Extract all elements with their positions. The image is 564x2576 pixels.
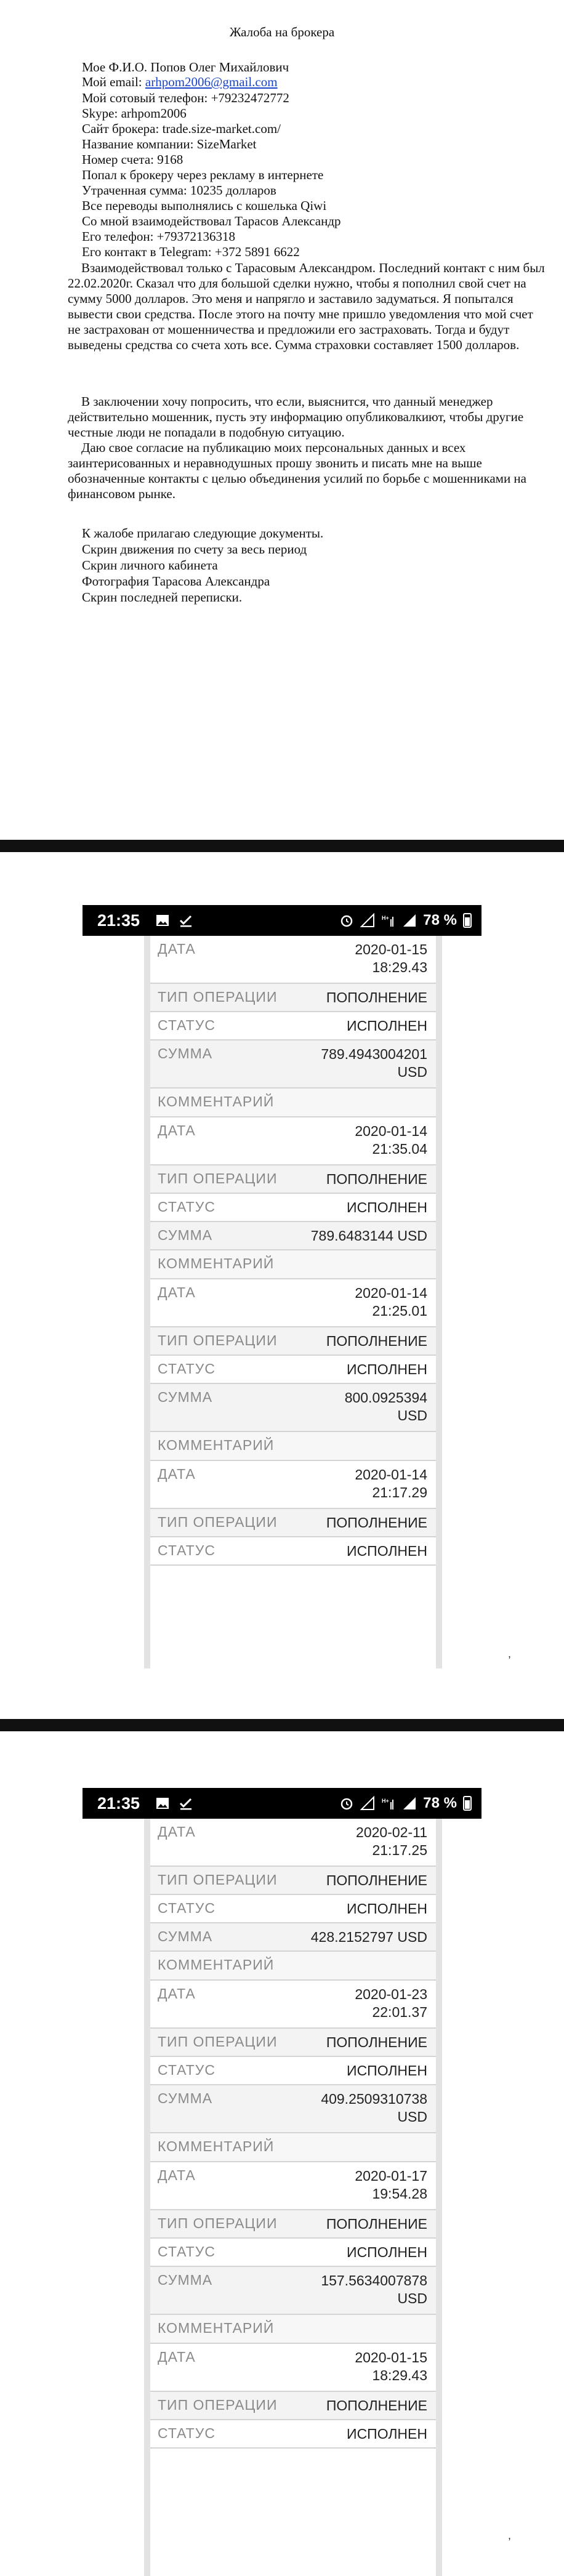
table-row [150, 1819, 436, 1867]
trailing-comma: , [507, 2529, 511, 2542]
row-value [347, 1542, 427, 1560]
row-value-line: ПОПОЛНЕНИЕ [326, 989, 427, 1005]
row-value-line: 800.0925394 [344, 1390, 427, 1406]
row-value [326, 1332, 427, 1350]
row-value [326, 2034, 427, 2051]
row-value-line: 789.4943004201 [321, 1046, 427, 1062]
row-label: ДАТА [158, 1986, 196, 2002]
document-item: Скрин движения по счету за весь период [82, 542, 307, 557]
row-value-line: ИСПОЛНЕН [347, 1199, 427, 1215]
row-value-line: ПОПОЛНЕНИЕ [326, 1872, 427, 1888]
paragraph-story: Взаимодействовал только с Тарасовым Александром. Последний контакт с ним был 22.02.2020г. Сказал что для большой сделки нужно, чтобы я пополнил свой счет на сумму 5000 долларов. Это меня и напрягло и заставило задуматься. Я попытался вывести свои средства. После этого на почту мне пришло уведомления что мой счет не застрахован от мошенничества и предложили его застраховать. Тогда и будут выведены средства со счета хоть все. Сумма страховки составляет 1500 долларов. [68, 260, 545, 352]
row-value-line: 2020-01-14 [355, 1123, 427, 1139]
row-value-line: ПОПОЛНЕНИЕ [326, 2034, 427, 2050]
row-value [326, 2397, 427, 2415]
table-row [150, 1040, 436, 1089]
table-row [150, 1279, 436, 1327]
battery-percent: 78 % [423, 912, 457, 928]
row-value-line: 21:35.04 [372, 1141, 427, 1157]
row-value [347, 1017, 427, 1035]
row-value-line: ПОПОЛНЕНИЕ [326, 1171, 427, 1187]
document-item: Скрин последней переписки. [82, 590, 243, 605]
network-icon [381, 1796, 396, 1811]
row-value-line: ИСПОЛНЕН [347, 2244, 427, 2260]
table-row [150, 2267, 436, 2315]
row-value-line: 2020-01-17 [355, 2168, 427, 2184]
row-label: СУММА [158, 1928, 213, 1944]
table-row [150, 1250, 436, 1279]
separator-band [0, 840, 564, 852]
row-value-line: USD [397, 1407, 427, 1423]
table-row [150, 2210, 436, 2239]
operations-table [150, 936, 436, 1566]
row-value [355, 1122, 427, 1158]
field-lost-amount: Утраченная сумма: 10235 долларов [82, 183, 276, 198]
table-row [150, 1384, 436, 1432]
documents-intro: К жалобе прилагаю следующие документы. [82, 526, 324, 541]
status-time: 21:35 [97, 911, 140, 930]
svg-text:H+: H+ [382, 915, 390, 921]
row-label: СУММА [158, 2090, 213, 2106]
table-row [150, 2057, 436, 2085]
row-label: СТАТУС [158, 1542, 216, 1558]
trailing-comma: , [507, 1648, 511, 1660]
row-label: СУММА [158, 2272, 213, 2288]
table-row [150, 936, 436, 984]
row-value-line: ПОПОЛНЕНИЕ [326, 2397, 427, 2413]
row-label: СУММА [158, 1227, 213, 1243]
row-label: КОММЕНТАРИЙ [158, 2138, 275, 2154]
row-value [347, 2244, 427, 2261]
download-done-icon [179, 913, 193, 928]
row-value-line: USD [397, 2290, 427, 2306]
table-row [150, 2085, 436, 2133]
row-label: ДАТА [158, 941, 196, 957]
row-value-line: 18:29.43 [372, 2367, 427, 2383]
row-label: КОММЕНТАРИЙ [158, 1255, 275, 1271]
field-account: Номер счета: 9168 [82, 152, 183, 167]
row-label: СТАТУС [158, 2244, 216, 2260]
signal-icon [360, 1796, 375, 1811]
table-row [150, 2029, 436, 2057]
row-label: СТАТУС [158, 1900, 216, 1916]
row-label: КОММЕНТАРИЙ [158, 1437, 275, 1453]
row-value-line: USD [397, 1064, 427, 1080]
row-label: ТИП ОПЕРАЦИИ [158, 1170, 278, 1186]
row-value-line: USD [397, 2109, 427, 2125]
row-value [326, 2215, 427, 2233]
paragraph-request: В заключении хочу попросить, что если, выяснится, что данный менеджер действительно мошенник, пусть эту информацию опубликовалкиют, чтобы другие честные люди не попадали в подобную ситуацию. [68, 394, 524, 440]
table-row [150, 1923, 436, 1952]
field-skype: Skype: arhpom2006 [82, 106, 187, 121]
row-value-line: 21:25.01 [372, 1303, 427, 1319]
row-value [347, 1900, 427, 1918]
status-bar [83, 905, 481, 936]
document-item: Скрин личного кабинета [82, 558, 218, 573]
signal-full-icon [402, 1796, 417, 1811]
row-value-line: 22:01.37 [372, 2004, 427, 2020]
row-label: СТАТУС [158, 1361, 216, 1377]
row-value [321, 1045, 427, 1081]
row-value-line: ПОПОЛНЕНИЕ [326, 2216, 427, 2232]
row-value-line: 21:17.25 [372, 1842, 427, 1858]
row-value-line: 2020-01-15 [355, 2349, 427, 2365]
table-row [150, 2392, 436, 2420]
attached-documents [82, 525, 323, 605]
table-row [150, 1165, 436, 1194]
battery-percent: 78 % [423, 1795, 457, 1811]
row-value-line: 428.2152797 USD [310, 1929, 427, 1945]
row-value [355, 1284, 427, 1320]
row-value-line: 19:54.28 [372, 2186, 427, 2202]
row-value [355, 1466, 427, 1502]
row-label: СУММА [158, 1045, 213, 1061]
row-value [356, 1824, 427, 1859]
row-value-line: 21:17.29 [372, 1484, 427, 1500]
table-row [150, 1867, 436, 1895]
field-email [82, 74, 278, 90]
row-value [355, 941, 427, 976]
table-row [150, 1194, 436, 1222]
field-telegram: Его контакт в Telegram: +372 5891 6622 [82, 244, 300, 259]
signal-full-icon [402, 913, 417, 928]
separator-band [0, 1719, 564, 1731]
alarm-icon [339, 1796, 354, 1811]
table-row [150, 984, 436, 1012]
row-label: ДАТА [158, 1466, 196, 1482]
table-row [150, 1327, 436, 1356]
table-row [150, 1012, 436, 1040]
row-value-line: 18:29.43 [372, 959, 427, 975]
battery-icon [463, 913, 472, 928]
status-bar [83, 1788, 481, 1819]
row-label: СТАТУС [158, 2062, 216, 2078]
row-label: СТАТУС [158, 1199, 216, 1215]
table-row [150, 1895, 436, 1923]
phone-screenshot-2 [83, 1788, 481, 2576]
row-label: ТИП ОПЕРАЦИИ [158, 1332, 278, 1348]
row-value [311, 1928, 427, 1946]
row-value-line: 2020-01-15 [355, 941, 427, 957]
download-done-icon [179, 1796, 193, 1811]
row-value-line: ИСПОЛНЕН [347, 1543, 427, 1559]
row-value-line: ИСПОЛНЕН [347, 2063, 427, 2079]
row-value-line: 2020-01-14 [355, 1467, 427, 1483]
field-phone: Мой сотовый телефон: +79232472772 [82, 91, 289, 105]
table-row [150, 2344, 436, 2392]
field-name: Мое Ф.И.О. Попов Олег Михайлович [82, 60, 289, 74]
paragraph-consent: Даю свое согласие на публикацию моих персональных данных и всех заинтерисованных и неравнодушных прошу звонить и писать мне на выше обозначенные контакты с целью объединения усилий по борьбе с мошенниками на финансовом рынке. [68, 440, 526, 501]
table-row [150, 1222, 436, 1250]
row-value-line: 2020-02-11 [356, 1824, 427, 1840]
field-wallet: Все переводы выполнялись с кошелька Qiwi [82, 198, 327, 213]
email-link[interactable]: arhpom2006@gmail.com [145, 74, 278, 89]
row-label: КОММЕНТАРИЙ [158, 2320, 275, 2336]
row-label: ТИП ОПЕРАЦИИ [158, 989, 278, 1005]
row-value-line: ПОПОЛНЕНИЕ [326, 1333, 427, 1349]
table-row [150, 2239, 436, 2267]
signal-icon [360, 913, 375, 928]
field-broker-site: Сайт брокера: trade.size-market.com/ [82, 121, 281, 136]
row-value [326, 1514, 427, 1532]
table-row [150, 1356, 436, 1384]
row-label: ТИП ОПЕРАЦИИ [158, 2034, 278, 2050]
row-value [311, 1227, 427, 1245]
table-row [150, 2420, 436, 2449]
row-value [326, 1170, 427, 1188]
row-value-line: ИСПОЛНЕН [347, 2426, 427, 2442]
table-row [150, 1117, 436, 1165]
row-label: ДАТА [158, 1122, 196, 1138]
row-value-line: 789.6483144 USD [310, 1228, 427, 1244]
row-label: ТИП ОПЕРАЦИИ [158, 2215, 278, 2231]
row-value [321, 2272, 427, 2308]
row-label: ДАТА [158, 1824, 196, 1840]
field-manager: Со мной взаимодействовал Тарасов Александр [82, 214, 341, 228]
row-value-line: ИСПОЛНЕН [347, 1361, 427, 1377]
row-value-line: 2020-01-23 [355, 1986, 427, 2002]
operations-table [150, 1819, 436, 2449]
row-value-line: ИСПОЛНЕН [347, 1018, 427, 1034]
row-label: СТАТУС [158, 1017, 216, 1033]
field-company: Название компании: SizeMarket [82, 137, 257, 151]
field-email-label: Мой email: [82, 74, 145, 89]
row-label: ДАТА [158, 2167, 196, 2183]
row-value-line: ПОПОЛНЕНИЕ [326, 1515, 427, 1531]
row-value-line: 409.2509310738 [321, 2091, 427, 2107]
table-row [150, 1461, 436, 1509]
row-value [347, 2425, 427, 2443]
battery-icon [463, 1796, 472, 1811]
row-value-line: ИСПОЛНЕН [347, 1901, 427, 1917]
status-time: 21:35 [97, 1794, 140, 1813]
table-row [150, 1952, 436, 1981]
row-label: КОММЕНТАРИЙ [158, 1957, 275, 1973]
alarm-icon [339, 913, 354, 928]
table-row [150, 1537, 436, 1566]
row-value [326, 989, 427, 1007]
row-value [345, 1389, 427, 1425]
row-value [347, 1361, 427, 1379]
table-row [150, 2315, 436, 2344]
row-value [355, 1986, 427, 2021]
row-value-line: 2020-01-14 [355, 1285, 427, 1301]
row-value [347, 2062, 427, 2080]
row-label: ТИП ОПЕРАЦИИ [158, 1514, 278, 1530]
svg-text:H+: H+ [382, 1798, 390, 1804]
row-value [355, 2167, 427, 2203]
row-label: СУММА [158, 1389, 213, 1405]
table-row [150, 1509, 436, 1537]
table-row [150, 2162, 436, 2210]
row-label: ДАТА [158, 1284, 196, 1300]
field-source: Попал к брокеру через рекламу в интернете [82, 167, 324, 182]
row-label: СТАТУС [158, 2425, 216, 2441]
network-icon [381, 913, 396, 928]
phone-screenshot-1 [83, 905, 481, 1668]
row-value [347, 1199, 427, 1217]
row-value-line: 157.5634007878 [321, 2272, 427, 2288]
row-value [321, 2090, 427, 2126]
row-label: ТИП ОПЕРАЦИИ [158, 1872, 278, 1888]
image-icon [155, 1796, 170, 1811]
field-manager-phone: Его телефон: +79372136318 [82, 229, 235, 244]
row-label: КОММЕНТАРИЙ [158, 1093, 275, 1109]
row-label: ТИП ОПЕРАЦИИ [158, 2397, 278, 2413]
table-row [150, 2133, 436, 2162]
row-value [355, 2349, 427, 2385]
image-icon [155, 913, 170, 928]
table-row [150, 1089, 436, 1117]
document-title: Жалоба на брокера [229, 25, 335, 39]
row-label: ДАТА [158, 2349, 196, 2365]
document-item: Фотография Тарасова Александра [82, 574, 270, 589]
table-row [150, 1432, 436, 1461]
table-row [150, 1981, 436, 2029]
row-value [326, 1872, 427, 1890]
